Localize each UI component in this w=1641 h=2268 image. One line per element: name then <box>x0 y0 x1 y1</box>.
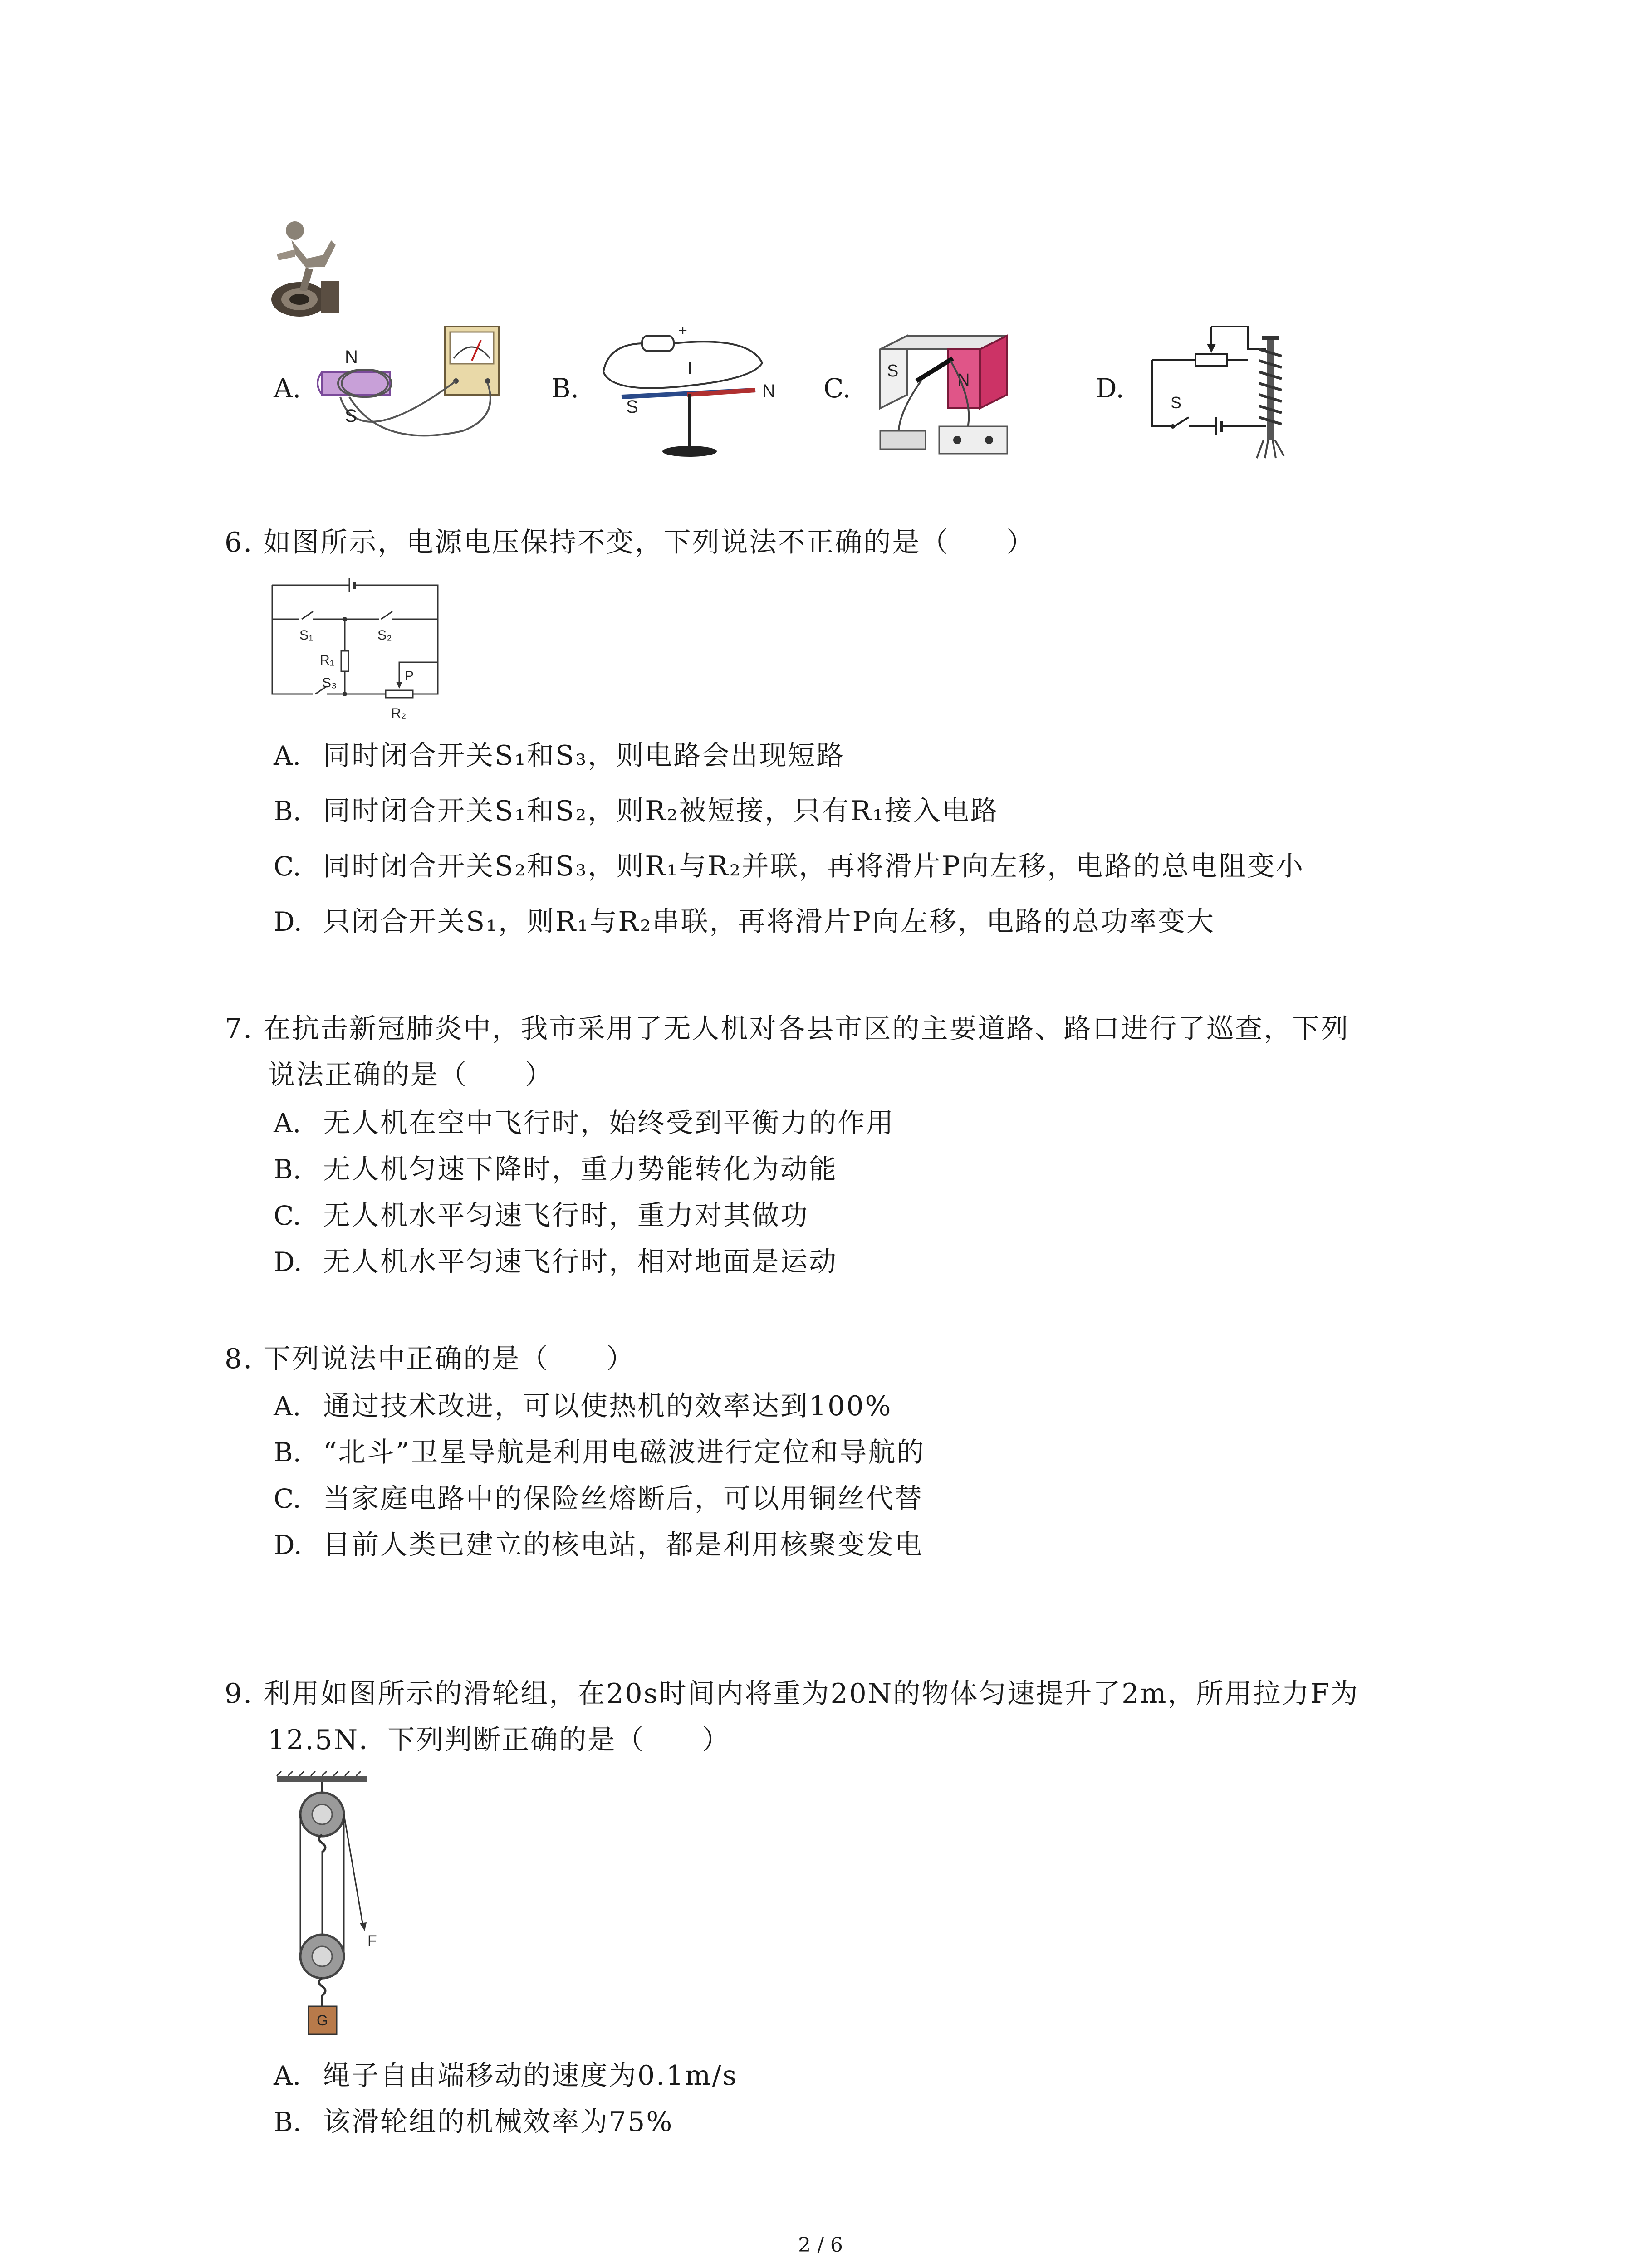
label-n: N <box>762 381 775 401</box>
q7-option-d-letter: D. <box>274 1246 302 1277</box>
q5-option-d-letter: D. <box>1096 373 1124 404</box>
q6-option-c-letter: C. <box>274 851 301 882</box>
q6-option-d-text: 只闭合开关S₁，则R₁与R₂串联，再将滑片P向左移，电路的总功率变大 <box>323 906 1215 938</box>
q7-option-a-letter: A. <box>274 1108 301 1139</box>
q8-option-c-text: 当家庭电路中的保险丝熔断后，可以用铜丝代替 <box>323 1483 923 1515</box>
q9-option-b-letter: B. <box>274 2107 302 2137</box>
q8-option-d-letter: D. <box>274 1530 302 1560</box>
label-r1: R₁ <box>320 653 334 668</box>
label-s2: S₂ <box>377 628 392 643</box>
label-n: N <box>345 347 358 367</box>
svg-text:+: + <box>678 322 687 339</box>
q5-option-b-letter: B. <box>551 373 579 404</box>
label-weight: G <box>317 2012 328 2028</box>
q8-option-b-text: “北斗”卫星导航是利用电磁波进行定位和导航的 <box>323 1437 926 1468</box>
oersted-experiment-figure <box>599 318 798 463</box>
q8-option-d-text: 目前人类已建立的核电站，都是利用核聚变发电 <box>323 1529 923 1561</box>
q9-option-b-text: 该滑轮组的机械效率为75% <box>323 2106 674 2138</box>
q9-stem-line2: 12.5N．下列判断正确的是（ ） <box>268 1724 731 1756</box>
q7-option-b-text: 无人机匀速下降时，重力势能转化为动能 <box>323 1154 838 1185</box>
q6-option-b-letter: B. <box>274 796 302 826</box>
q9-option-a-letter: A. <box>274 2060 301 2091</box>
q7-stem-line1: 7. 在抗击新冠肺炎中，我市采用了无人机对各县市区的主要道路、路口进行了巡查，下列 <box>225 1013 1350 1045</box>
q7-option-c-letter: C. <box>274 1200 301 1231</box>
q8-option-a-text: 通过技术改进，可以使热机的效率达到100% <box>323 1390 892 1422</box>
circuit-diagram <box>268 572 458 730</box>
pulley-system-figure <box>268 1771 386 2043</box>
label-p: P <box>405 669 414 684</box>
label-s: S <box>887 362 899 381</box>
exercise-bike-icon <box>268 213 349 318</box>
q6-circuit-diagram <box>268 572 458 730</box>
q6-stem: 6. 如图所示，电源电压保持不变，下列说法不正确的是（ ） <box>225 527 1035 558</box>
label-current: I <box>687 358 693 378</box>
exercise-bike-figure <box>268 213 349 318</box>
q6-option-c-text: 同时闭合开关S₂和S₃，则R₁与R₂并联，再将滑片P向左移，电路的总电阻变小 <box>323 850 1305 882</box>
q7-option-c-text: 无人机水平匀速飞行时，重力对其做功 <box>323 1200 809 1232</box>
q5-option-d-figure <box>1143 318 1298 463</box>
q7-option-d-text: 无人机水平匀速飞行时，相对地面是运动 <box>323 1246 838 1278</box>
label-force: F <box>367 1932 377 1950</box>
q6-option-b-text: 同时闭合开关S₁和S₂，则R₂被短接，只有R₁接入电路 <box>323 795 999 827</box>
q5-option-c-figure <box>871 318 1062 463</box>
q9-pulley-figure <box>268 1771 386 2043</box>
q8-option-c-letter: C. <box>274 1483 301 1514</box>
q6-option-d-letter: D. <box>274 906 302 937</box>
q6-option-a-text: 同时闭合开关S₁和S₃，则电路会出现短路 <box>323 740 845 772</box>
q8-option-b-letter: B. <box>274 1437 302 1468</box>
q7-stem-line2: 说法正确的是（ ） <box>268 1059 554 1091</box>
q8-option-a-letter: A. <box>274 1391 301 1422</box>
label-r2: R₂ <box>391 706 407 721</box>
q5-option-a-letter: A. <box>274 373 301 404</box>
label-s3: S₃ <box>322 675 337 690</box>
label-switch: S <box>1171 393 1182 412</box>
q8-stem: 8. 下列说法中正确的是（ ） <box>225 1343 635 1375</box>
label-s: S <box>345 406 357 426</box>
magnet-conductor-figure <box>871 318 1062 463</box>
q7-option-a-text: 无人机在空中飞行时，始终受到平衡力的作用 <box>323 1107 895 1139</box>
q5-option-b-figure <box>599 318 798 463</box>
label-s1: S₁ <box>299 628 314 643</box>
q9-stem-line1: 9. 利用如图所示的滑轮组，在20s时间内将重为20N的物体匀速提升了2m，所用拉力F为 <box>225 1678 1360 1710</box>
q5-option-a-figure <box>313 318 504 454</box>
q7-option-b-letter: B. <box>274 1154 302 1185</box>
label-n: N <box>957 371 970 390</box>
page-number: 2 / 6 <box>798 2234 843 2257</box>
q5-option-c-letter: C. <box>823 373 851 404</box>
q6-option-a-letter: A. <box>274 740 301 771</box>
electromagnet-circuit-figure <box>1143 318 1298 463</box>
label-s: S <box>626 397 638 417</box>
q9-option-a-text: 绳子自由端移动的速度为0.1m/s <box>323 2060 738 2092</box>
galvanometer-coil-figure <box>313 318 504 454</box>
